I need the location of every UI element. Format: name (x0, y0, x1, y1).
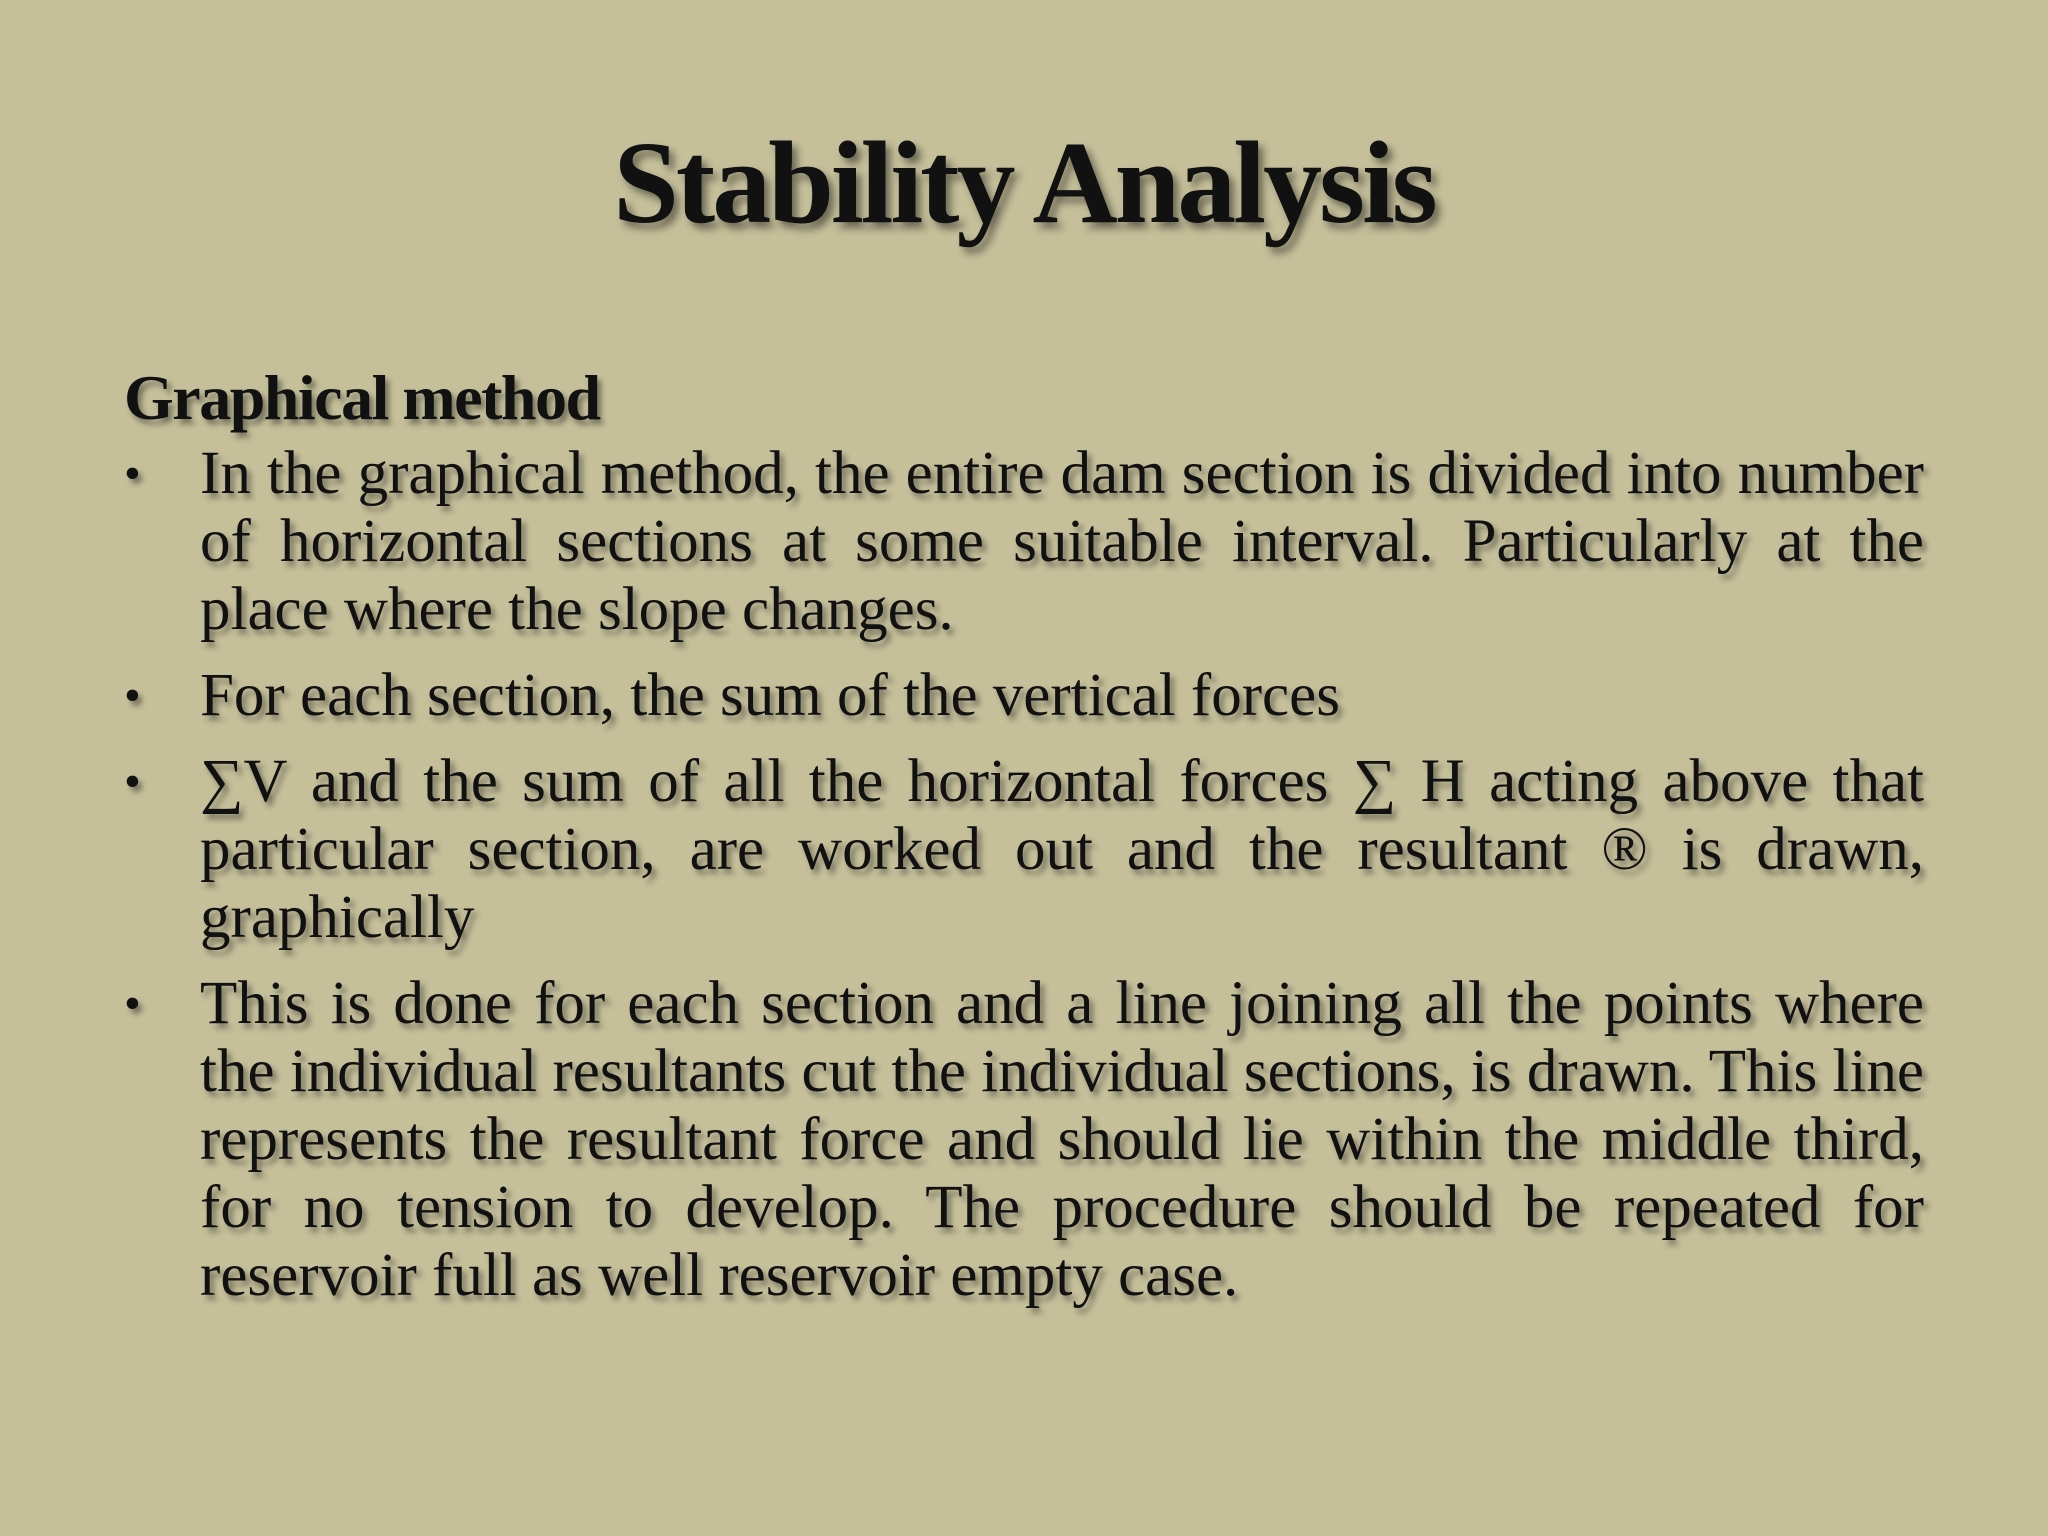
bullet-dot-icon: • (124, 669, 141, 722)
bullet-text: This is done for each section and a line joining all the points where the individual resultants cut the individual sections, is drawn. This line represents the resultant force and should lie within the middle third, for no tension to develop. The procedure should be repeated for reservoir full as well reservoir empty case. (200, 970, 1924, 1309)
slide-title: Stability Analysis (613, 117, 1435, 248)
bullet-text: For each section, the sum of the vertical forces (200, 662, 1340, 729)
bullet-item (124, 662, 1924, 730)
bullet-dot-icon: • (124, 755, 141, 808)
bullet-text: ∑V and the sum of all the horizontal forces ∑ H acting above that particular section, are worked out and the resultant ® is drawn, graphically (200, 748, 1924, 951)
bullet-dot-icon: • (124, 977, 141, 1030)
slide-content (124, 362, 1924, 1328)
bullet-item (124, 440, 1924, 644)
section-heading: Graphical method (124, 362, 600, 433)
bullet-dot-icon: • (124, 447, 141, 500)
bullet-item (124, 970, 1924, 1310)
bullet-list (124, 440, 1924, 1310)
bullet-text: In the graphical method, the entire dam section is divided into number of horizontal sections at some suitable interval. Particularly at the place where the slope changes. (200, 440, 1924, 643)
bullet-item (124, 748, 1924, 952)
